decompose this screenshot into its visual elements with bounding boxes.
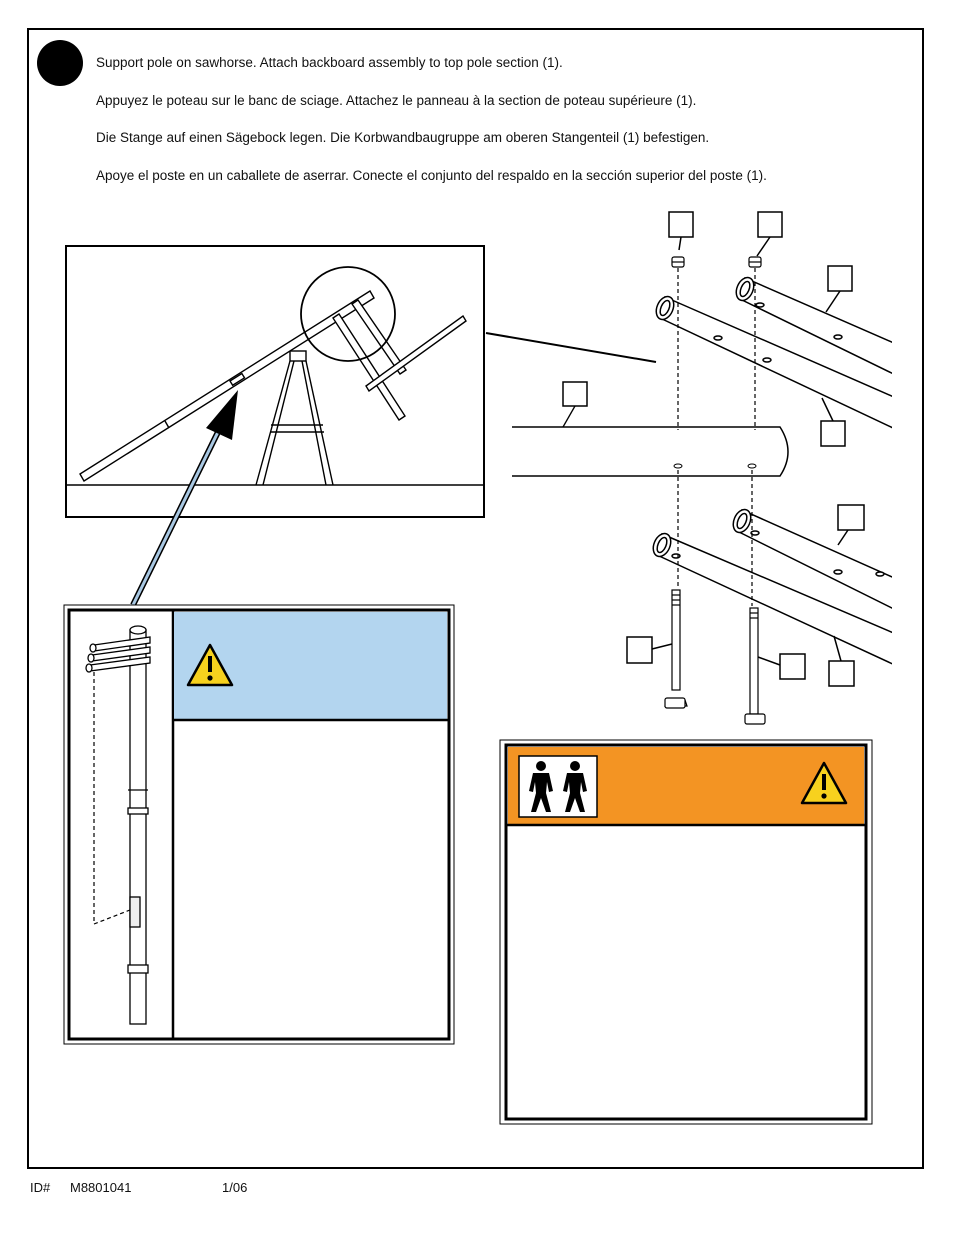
caution-box [64, 605, 454, 1044]
lower-brackets [650, 507, 910, 672]
nuts [672, 257, 761, 267]
warning-box [500, 740, 872, 1124]
part-label-box [563, 382, 587, 406]
upper-brackets [653, 275, 910, 436]
main-pole [512, 382, 788, 476]
bolts [665, 590, 765, 724]
exploded-view [512, 212, 910, 724]
footer-id-number: M8801041 [70, 1180, 132, 1195]
instruction-fr: Appuyez le poteau sur le banc de sciage. Attachez le panneau à la section de poteau supérieure (1). [96, 93, 697, 108]
sawhorse-inset [66, 246, 656, 605]
instruction-es: Apoye el poste en un caballete de aserrar. Conecte el conjunto del respaldo en la sección superior del poste (1). [96, 168, 767, 183]
footer-id-label: ID# [30, 1180, 51, 1195]
instruction-de: Die Stange auf einen Sägebock legen. Die Korbwandbaugruppe am oberen Stangenteil (1) befestigen. [96, 130, 710, 145]
instruction-en: Support pole on sawhorse. Attach backboard assembly to top pole section (1). [96, 55, 563, 70]
footer-date: 1/06 [222, 1180, 248, 1195]
two-person-icon [519, 756, 597, 817]
